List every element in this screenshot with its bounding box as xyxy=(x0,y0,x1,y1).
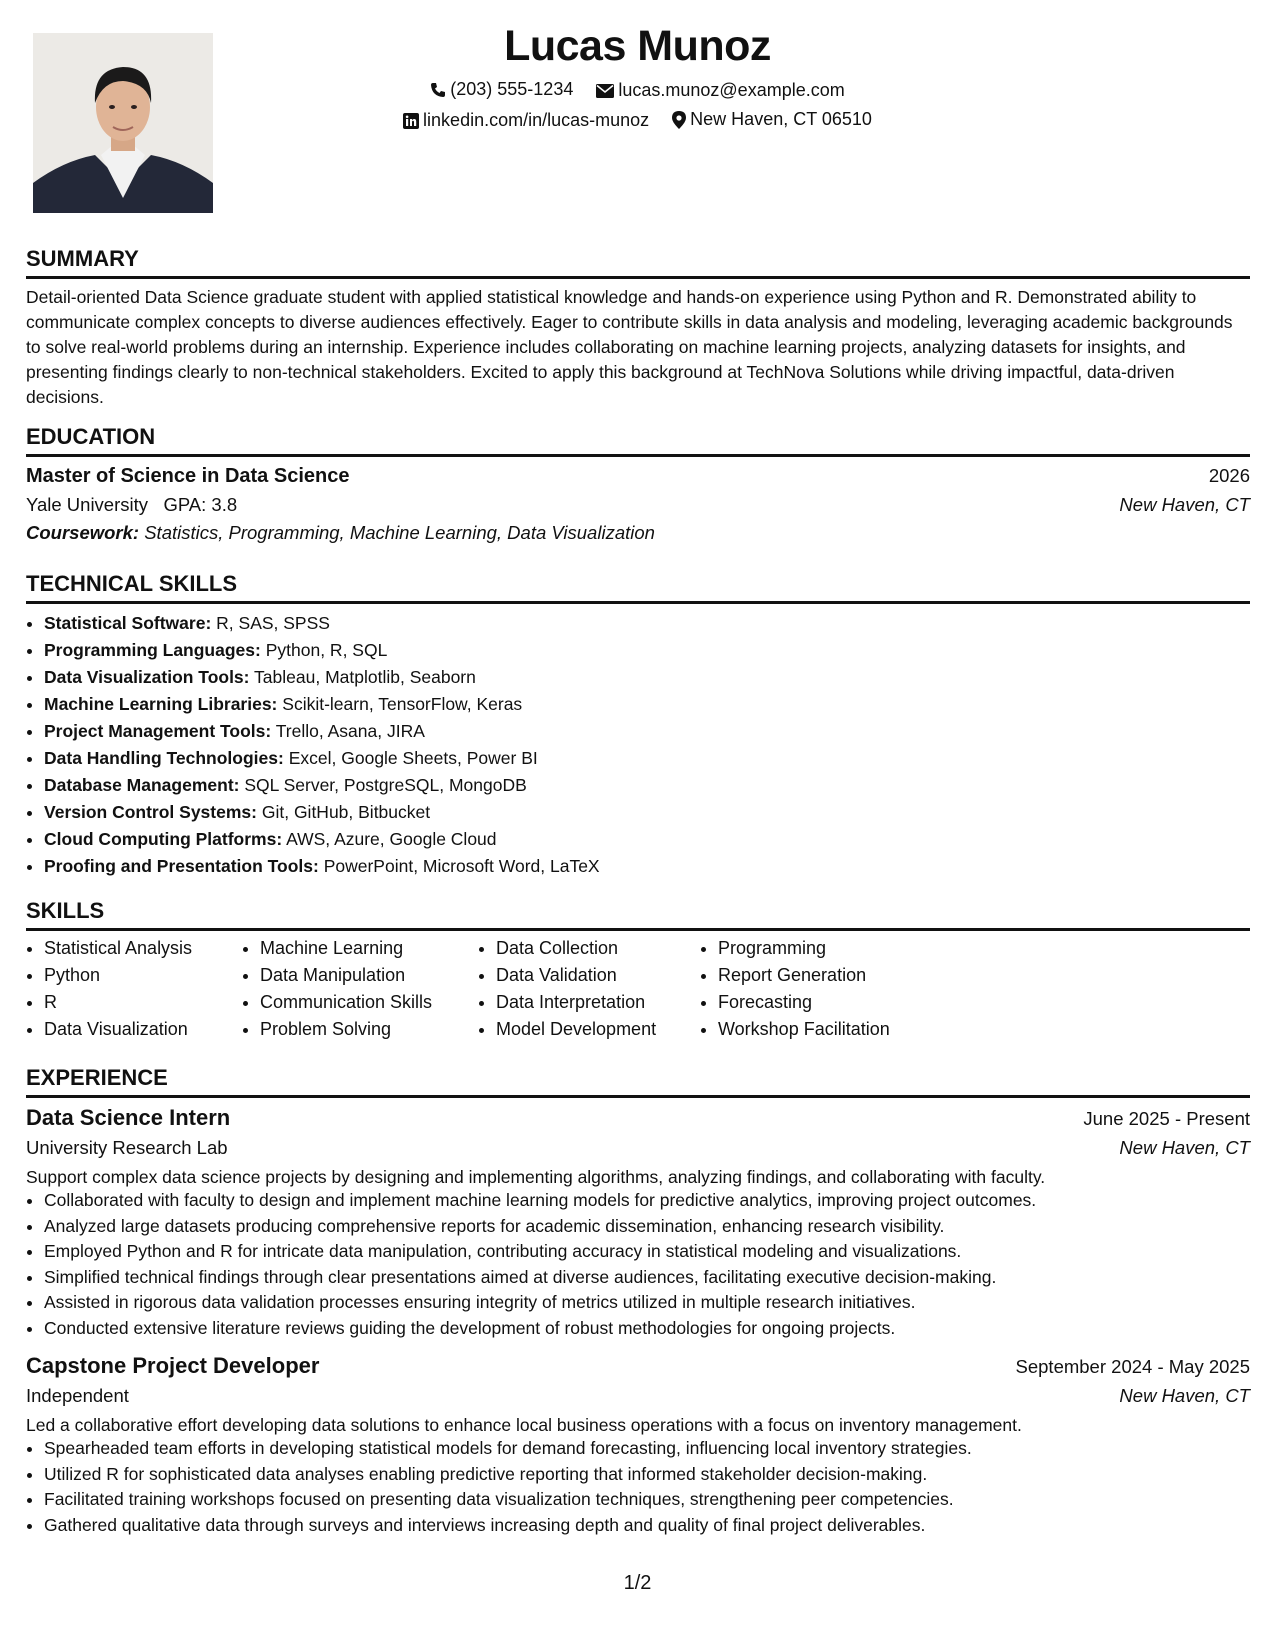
summary-section xyxy=(26,246,1250,410)
map-pin-icon xyxy=(672,111,686,129)
skill-item: • Python xyxy=(44,962,232,989)
job-bullet: • Conducted extensive literature reviews guiding the development of robust methodologies for ongoing projects. xyxy=(44,1316,1250,1342)
skill-item: • Forecasting xyxy=(718,989,938,1016)
experience-section xyxy=(26,1065,1250,1538)
linkedin-item[interactable] xyxy=(403,110,649,131)
job-organization: Independent xyxy=(26,1385,129,1406)
phone-item[interactable] xyxy=(430,79,573,100)
job-bullet: • Spearheaded team efforts in developing statistical models for demand forecasting, influencing local inventory strategies. xyxy=(44,1436,1250,1462)
technical-skill-label: Database Management: xyxy=(44,775,240,795)
skills-grid xyxy=(26,935,1250,1043)
technical-skill-label: Machine Learning Libraries: xyxy=(44,694,278,714)
page-number: 1/2 xyxy=(623,1572,652,1594)
job-bullet: • Utilized R for sophisticated data analyses enabling predictive reporting that informed stakeholder decision-making. xyxy=(44,1462,1250,1488)
technical-skill-value: Python, R, SQL xyxy=(265,640,388,660)
technical-skill-value: AWS, Azure, Google Cloud xyxy=(286,829,497,849)
job-dates: September 2024 - May 2025 xyxy=(1015,1356,1250,1377)
jobs-list xyxy=(26,1105,1250,1538)
job-subheader xyxy=(26,1137,1250,1159)
job-bullet: • Gathered qualitative data through surveys and interviews increasing depth and quality of final project deliverables. xyxy=(44,1513,1250,1539)
technical-skills-list xyxy=(26,610,1250,880)
skills-column xyxy=(700,935,938,1043)
skills-column xyxy=(478,935,690,1043)
technical-skill-value: PowerPoint, Microsoft Word, LaTeX xyxy=(323,856,600,876)
gpa: GPA: 3.8 xyxy=(163,494,238,515)
technical-skill-item xyxy=(44,691,1250,718)
section-title: TECHNICAL SKILLS xyxy=(26,571,1250,604)
technical-skill-item xyxy=(44,772,1250,799)
skills-column xyxy=(26,935,232,1043)
technical-skill-label: Cloud Computing Platforms: xyxy=(44,829,283,849)
linkedin-text: linkedin.com/in/lucas-munoz xyxy=(423,110,650,130)
skill-item: • Workshop Facilitation xyxy=(718,1016,938,1043)
job-dates: June 2025 - Present xyxy=(1083,1108,1250,1129)
education-row-2 xyxy=(26,494,1250,516)
technical-skill-label: Proofing and Presentation Tools: xyxy=(44,856,319,876)
job-bullets xyxy=(26,1188,1250,1341)
section-title: EDUCATION xyxy=(26,424,1250,457)
job-bullet: • Analyzed large datasets producing comprehensive reports for academic dissemination, enhancing research visibility. xyxy=(44,1214,1250,1240)
skill-item: • Programming xyxy=(718,935,938,962)
section-title: SUMMARY xyxy=(26,246,1250,279)
skills-column xyxy=(242,935,468,1043)
job-organization: University Research Lab xyxy=(26,1137,228,1158)
technical-skills-section xyxy=(26,571,1250,880)
technical-skill-item xyxy=(44,664,1250,691)
phone-text: (203) 555-1234 xyxy=(450,79,574,99)
degree-title: Master of Science in Data Science xyxy=(26,465,350,487)
job-subheader xyxy=(26,1385,1250,1407)
technical-skill-value: SQL Server, PostgreSQL, MongoDB xyxy=(244,775,527,795)
contact-line-1 xyxy=(0,79,1275,103)
school-location: New Haven, CT xyxy=(1119,494,1250,515)
skill-item: • Machine Learning xyxy=(260,935,468,962)
coursework-label: Coursework: xyxy=(26,522,140,543)
phone-icon xyxy=(430,82,446,98)
job-summary: Support complex data science projects by designing and implementing algorithms, analyzing findings, and collaborating with faculty. xyxy=(26,1167,1046,1187)
technical-skill-item xyxy=(44,637,1250,664)
technical-skill-value: Excel, Google Sheets, Power BI xyxy=(288,748,538,768)
skill-item: • Data Manipulation xyxy=(260,962,468,989)
skill-item: • Data Interpretation xyxy=(496,989,690,1016)
technical-skill-value: Trello, Asana, JIRA xyxy=(275,721,425,741)
technical-skill-value: Git, GitHub, Bitbucket xyxy=(261,802,431,822)
technical-skill-value: Scikit-learn, TensorFlow, Keras xyxy=(282,694,523,714)
skill-item: • Statistical Analysis xyxy=(44,935,232,962)
coursework-line xyxy=(26,522,1250,544)
technical-skill-label: Version Control Systems: xyxy=(44,802,257,822)
technical-skill-item xyxy=(44,745,1250,772)
job-location: New Haven, CT xyxy=(1119,1137,1250,1158)
technical-skill-item xyxy=(44,610,1250,637)
skill-item: • Model Development xyxy=(496,1016,690,1043)
technical-skill-item xyxy=(44,826,1250,853)
skills-section xyxy=(26,898,1250,1043)
technical-skill-label: Data Handling Technologies: xyxy=(44,748,284,768)
skill-item: • Problem Solving xyxy=(260,1016,468,1043)
school-line xyxy=(26,494,237,516)
skill-item: • Report Generation xyxy=(718,962,938,989)
technical-skill-item xyxy=(44,718,1250,745)
linkedin-icon xyxy=(403,113,419,129)
technical-skill-item xyxy=(44,853,1250,880)
candidate-name: Lucas Munoz xyxy=(504,22,771,70)
technical-skill-label: Data Visualization Tools: xyxy=(44,667,250,687)
technical-skill-item xyxy=(44,799,1250,826)
technical-skill-label: Project Management Tools: xyxy=(44,721,272,741)
section-title: EXPERIENCE xyxy=(26,1065,1250,1098)
education-row-1 xyxy=(26,465,1250,488)
job-entry xyxy=(26,1105,1250,1341)
job-bullet: • Assisted in rigorous data validation processes ensuring integrity of metrics utilized in multiple research initiatives. xyxy=(44,1290,1250,1316)
job-bullet: • Facilitated training workshops focused on presenting data visualization techniques, strengthening peer competencies. xyxy=(44,1487,1250,1513)
job-location: New Haven, CT xyxy=(1119,1385,1250,1406)
job-entry xyxy=(26,1353,1250,1538)
job-header xyxy=(26,1105,1250,1131)
contact-line-2 xyxy=(0,109,1275,134)
technical-skill-label: Statistical Software: xyxy=(44,613,212,633)
skill-item: • Communication Skills xyxy=(260,989,468,1016)
summary-text: Detail-oriented Data Science graduate student with applied statistical knowledge and hands-on experience using Python and R. Demonstrated ability to communicate complex concepts to diverse audiences effectively. Eager to contribute skills in data analysis and modeling, leveraging academic backgrounds to solve real-world problems during an internship. Experience includes collaborating on machine learning projects, analyzing datasets for insights, and presenting findings clearly to non-technical stakeholders. Excited to apply this background at TechNova Solutions while driving impactful, data-driven decisions. xyxy=(26,287,1233,407)
job-role: Data Science Intern xyxy=(26,1105,231,1130)
technical-skill-value: R, SAS, SPSS xyxy=(216,613,330,633)
graduation-year: 2026 xyxy=(1208,465,1250,486)
section-title: SKILLS xyxy=(26,898,1250,931)
envelope-icon xyxy=(596,84,614,98)
job-bullet: • Collaborated with faculty to design and implement machine learning models for predictive analytics, improving project outcomes. xyxy=(44,1188,1250,1214)
skill-item: • Data Visualization xyxy=(44,1016,232,1043)
skill-item: • R xyxy=(44,989,232,1016)
job-bullets xyxy=(26,1436,1250,1538)
coursework-list: Statistics, Programming, Machine Learning, Data Visualization xyxy=(144,522,655,543)
email-item[interactable] xyxy=(596,80,844,101)
education-section xyxy=(26,424,1250,544)
job-role: Capstone Project Developer xyxy=(26,1353,320,1378)
job-header xyxy=(26,1353,1250,1379)
technical-skill-label: Programming Languages: xyxy=(44,640,261,660)
job-bullet: • Simplified technical findings through clear presentations aimed at diverse audiences, facilitating executive decision-making. xyxy=(44,1265,1250,1291)
technical-skill-value: Tableau, Matplotlib, Seaborn xyxy=(254,667,476,687)
skill-item: • Data Validation xyxy=(496,962,690,989)
school-name: Yale University xyxy=(26,494,149,515)
skill-item: • Data Collection xyxy=(496,935,690,962)
job-summary: Led a collaborative effort developing data solutions to enhance local business operations with a focus on inventory management. xyxy=(26,1415,1022,1435)
job-bullet: • Employed Python and R for intricate data manipulation, contributing accuracy in statistical modeling and visualizations. xyxy=(44,1239,1250,1265)
email-text: lucas.munoz@example.com xyxy=(618,80,845,100)
location-text: New Haven, CT 06510 xyxy=(690,109,872,129)
location-item xyxy=(672,109,872,130)
